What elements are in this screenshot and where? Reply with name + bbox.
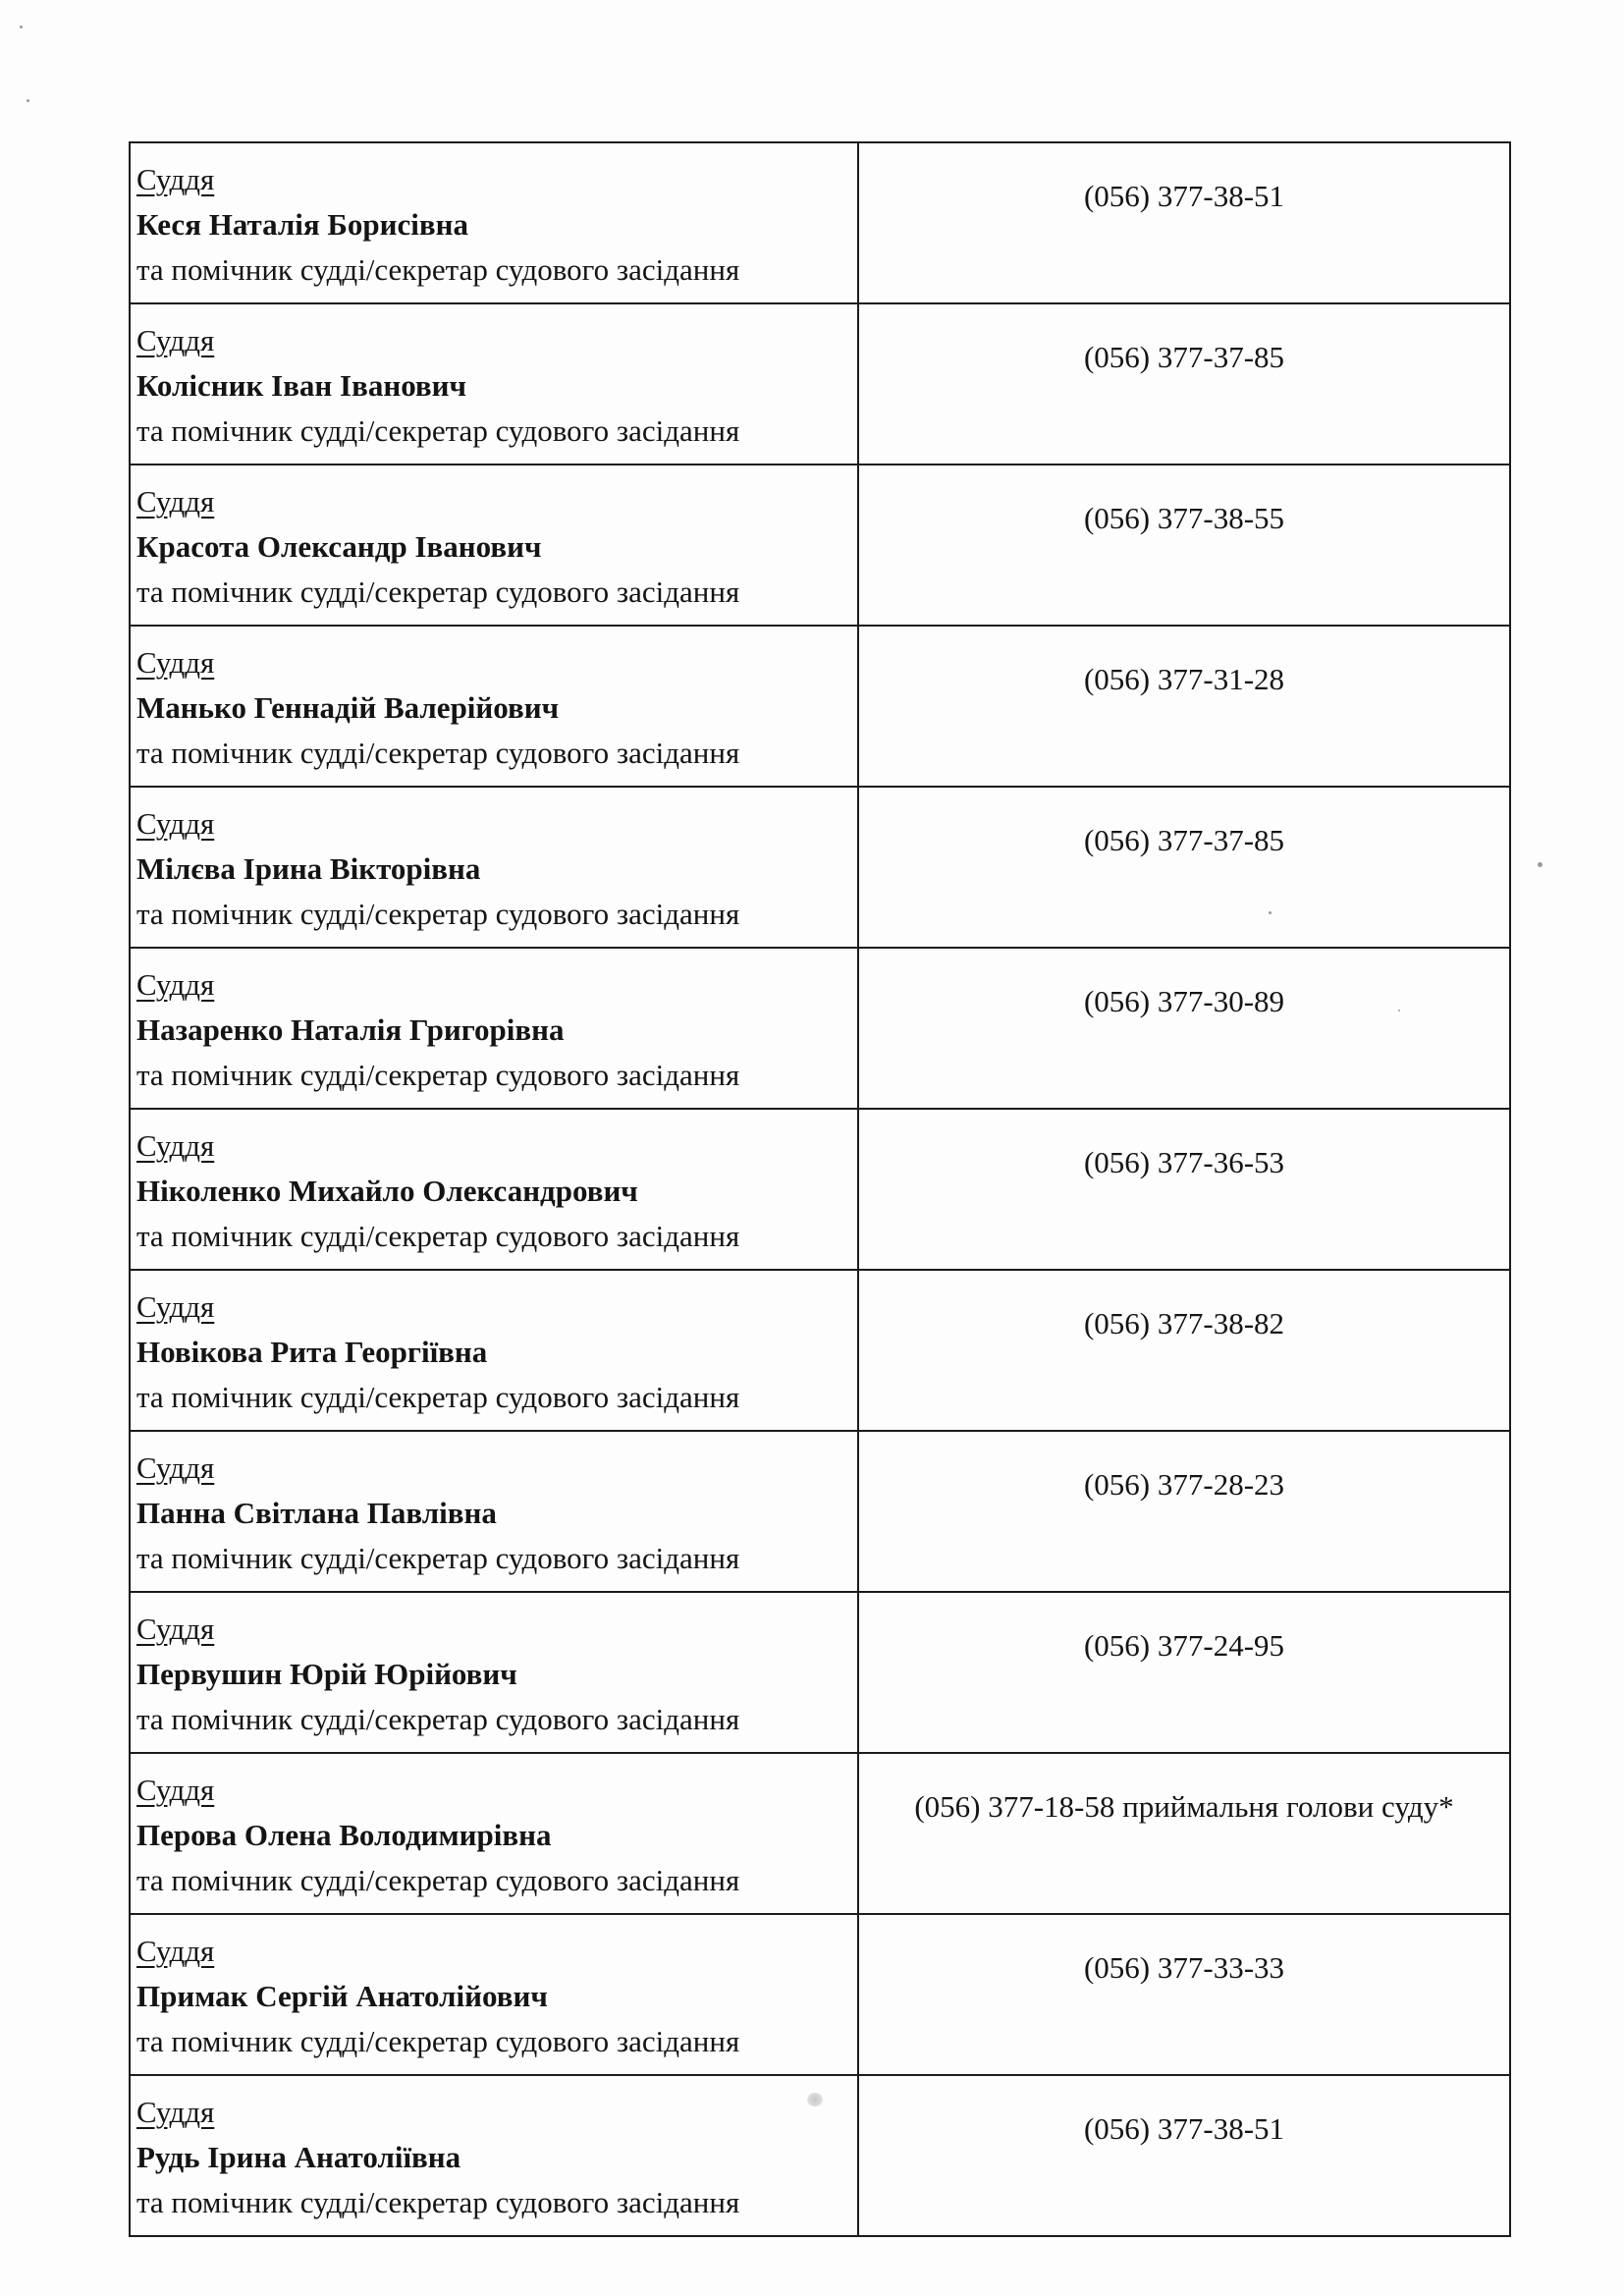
judge-cell (130, 787, 858, 948)
role-label: Суддя (136, 1773, 215, 1807)
table-row (130, 948, 1510, 1109)
judge-name: Рудь Ірина Анатоліївна (136, 2140, 461, 2174)
assistant-note: та помічник судді/секретар судового засідання (136, 1702, 740, 1736)
judge-name: Кеся Наталія Борисівна (136, 207, 469, 242)
table-row (130, 1109, 1510, 1270)
table-row (130, 1592, 1510, 1753)
judge-cell (130, 626, 858, 787)
phone-cell: (056) 377-37-85 (858, 303, 1510, 465)
phone-cell: (056) 377-28-23 (858, 1431, 1510, 1592)
assistant-note: та помічник судді/секретар судового засідання (136, 1058, 740, 1092)
table-row (130, 2075, 1510, 2236)
role-label: Суддя (136, 1289, 215, 1324)
phone-cell: (056) 377-38-55 (858, 465, 1510, 626)
judge-cell (130, 1914, 858, 2075)
table-row (130, 1914, 1510, 2075)
assistant-note: та помічник судді/секретар судового засідання (136, 1541, 740, 1575)
table-row (130, 1270, 1510, 1431)
assistant-note: та помічник судді/секретар судового засідання (136, 574, 740, 609)
phone-cell: (056) 377-37-85 (858, 787, 1510, 948)
judge-cell (130, 1753, 858, 1914)
scan-speck (20, 26, 23, 28)
judge-cell (130, 1592, 858, 1753)
table-row (130, 787, 1510, 948)
table-row (130, 1431, 1510, 1592)
assistant-note: та помічник судді/секретар судового засідання (136, 1863, 740, 1897)
assistant-note: та помічник судді/секретар судового засідання (136, 2024, 740, 2058)
assistant-note: та помічник судді/секретар судового засідання (136, 252, 740, 287)
judge-cell (130, 142, 858, 303)
role-label: Суддя (136, 2095, 215, 2129)
role-label: Суддя (136, 1612, 215, 1646)
judge-cell (130, 948, 858, 1109)
phone-cell: (056) 377-38-51 (858, 2075, 1510, 2236)
assistant-note: та помічник судді/секретар судового засідання (136, 897, 740, 931)
phone-cell: (056) 377-38-82 (858, 1270, 1510, 1431)
judge-name: Манько Геннадій Валерійович (136, 690, 560, 725)
judge-name: Мілєва Ірина Вікторівна (136, 851, 481, 886)
judge-name: Перова Олена Володимирівна (136, 1818, 552, 1852)
assistant-note: та помічник судді/секретар судового засідання (136, 1380, 740, 1414)
phone-cell: (056) 377-33-33 (858, 1914, 1510, 2075)
judge-name: Панна Світлана Павлівна (136, 1496, 497, 1530)
judge-name: Примак Сергій Анатолійович (136, 1979, 548, 2013)
judge-cell (130, 1109, 858, 1270)
judge-name: Ніколенко Михайло Олександрович (136, 1174, 638, 1208)
phone-cell: (056) 377-24-95 (858, 1592, 1510, 1753)
judge-name: Новікова Рита Георгіївна (136, 1335, 488, 1369)
table-row (130, 142, 1510, 303)
judges-phone-table (129, 141, 1511, 2237)
assistant-note: та помічник судді/секретар судового засідання (136, 1219, 740, 1253)
judge-cell (130, 2075, 858, 2236)
judge-cell (130, 1270, 858, 1431)
role-label: Суддя (136, 806, 215, 841)
assistant-note: та помічник судді/секретар судового засідання (136, 413, 740, 448)
phone-cell: (056) 377-38-51 (858, 142, 1510, 303)
role-label: Суддя (136, 1934, 215, 1968)
judge-cell (130, 1431, 858, 1592)
phone-cell: (056) 377-31-28 (858, 626, 1510, 787)
role-label: Суддя (136, 1128, 215, 1163)
phone-cell: (056) 377-30-89 (858, 948, 1510, 1109)
judge-name: Колісник Іван Іванович (136, 368, 467, 403)
table-row (130, 465, 1510, 626)
role-label: Суддя (136, 967, 215, 1002)
phone-cell: (056) 377-36-53 (858, 1109, 1510, 1270)
judge-name: Назаренко Наталія Григорівна (136, 1012, 565, 1047)
table-row (130, 1753, 1510, 1914)
judge-name: Красота Олександр Іванович (136, 529, 542, 564)
role-label: Суддя (136, 645, 215, 680)
scan-speck (1538, 862, 1543, 867)
judge-cell (130, 303, 858, 465)
assistant-note: та помічник судді/секретар судового засідання (136, 2185, 740, 2219)
role-label: Суддя (136, 1450, 215, 1485)
role-label: Суддя (136, 323, 215, 357)
table-row (130, 303, 1510, 465)
role-label: Суддя (136, 162, 215, 196)
role-label: Суддя (136, 484, 215, 519)
assistant-note: та помічник судді/секретар судового засідання (136, 736, 740, 770)
table-row (130, 626, 1510, 787)
scan-speck (27, 99, 29, 102)
phone-cell: (056) 377-18-58 приймальня голови суду* (858, 1753, 1510, 1914)
judge-cell (130, 465, 858, 626)
judge-name: Первушин Юрій Юрійович (136, 1657, 517, 1691)
